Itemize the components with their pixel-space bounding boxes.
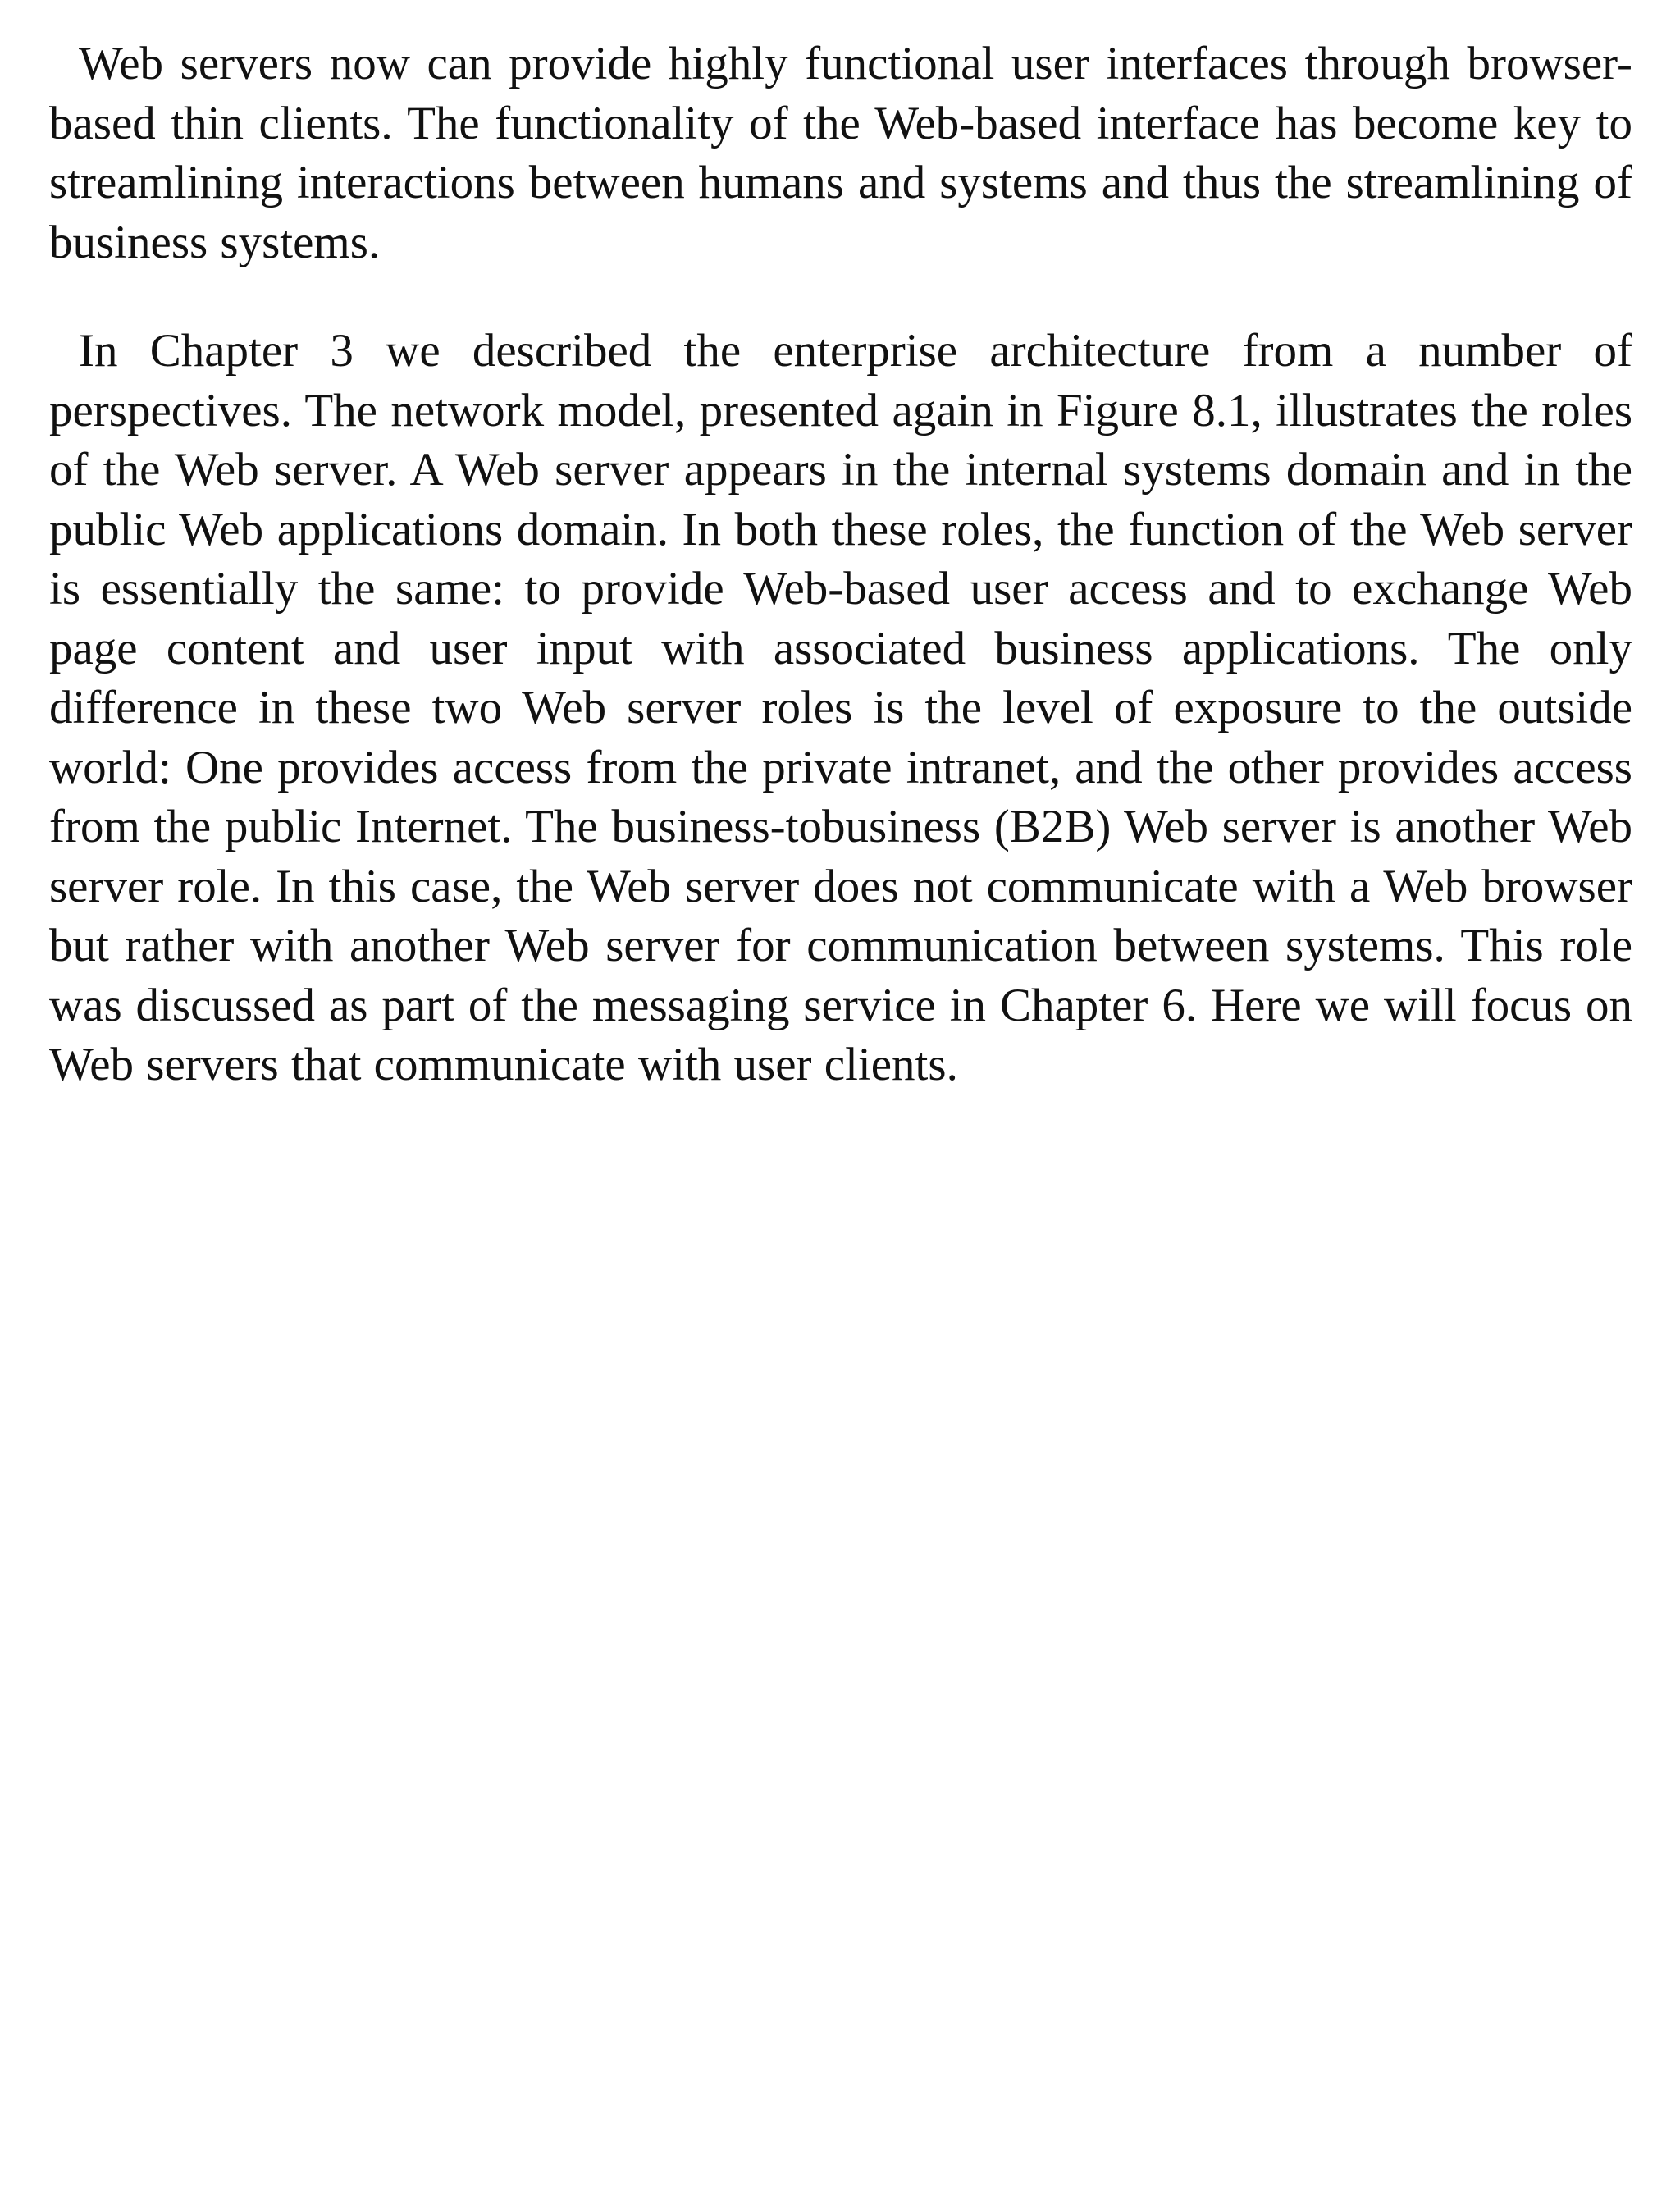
paragraph-web-server-interfaces: Web servers now can provide highly functional user interfaces through browser-based thin clients. The functionality of the Web-based interface has become key to streamlining interactions between humans and systems and thus the streamlining of business systems. — [49, 38, 1632, 268]
paragraph-web-server-roles: In Chapter 3 we described the enterprise architecture from a number of perspectives. The network model, presented again in Figure 8.1, illustrates the roles of the Web server. A Web server appears in the internal systems domain and in the public Web applications domain. In both these roles, the function of the Web server is essentially the same: to provide Web-based user access and to exchange Web page content and user input with associated business applications. The only difference in these two Web server roles is the level of exposure to the outside world: One provides access from the private intranet, and the other provides access from the public Internet. The business-tobusiness (B2B) Web server is another Web server role. In this case, the Web server does not communicate with a Web browser but rather with another Web server for communication between systems. This role was discussed as part of the messaging service in Chapter 6. Here we will focus on Web servers that communicate with user clients. — [49, 325, 1632, 1090]
